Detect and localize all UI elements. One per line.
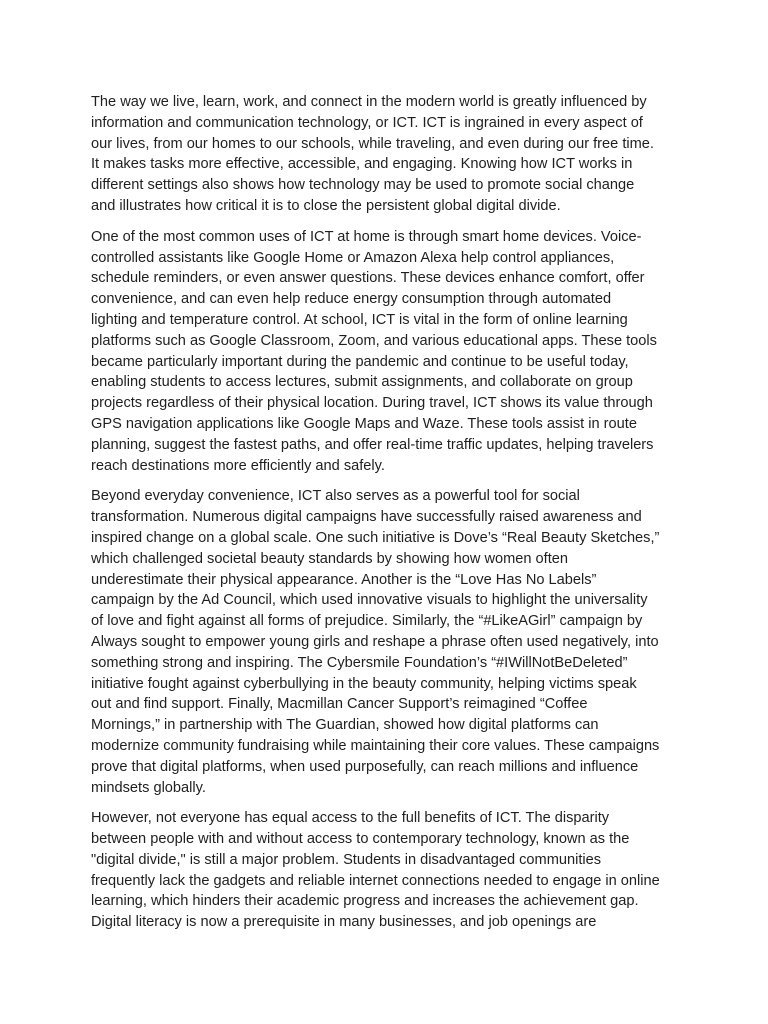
text-line: of love and fight against all forms of prejudice. Similarly, the “#LikeAGirl” campaign by <box>91 613 643 630</box>
text-line: convenience, and can even help reduce energy consumption through automated <box>91 291 612 308</box>
text-line: lighting and temperature control. At school, ICT is vital in the form of online learning <box>91 311 628 328</box>
text-line: Digital literacy is now a prerequisite in many businesses, and job openings are <box>91 914 597 931</box>
text-line: "digital divide," is still a major problem. Students in disadvantaged communities <box>91 851 602 868</box>
text-line: It makes tasks more effective, accessible, and engaging. Knowing how ICT works in <box>91 156 633 173</box>
text-line: One of the most common uses of ICT at home is through smart home devices. Voice- <box>91 228 642 245</box>
text-line: transformation. Numerous digital campaigns have successfully raised awareness and <box>91 509 642 526</box>
text-line: our lives, from our homes to our schools, while traveling, and even during our free time. <box>91 135 654 152</box>
text-line: controlled assistants like Google Home or Amazon Alexa help control appliances, <box>91 249 615 266</box>
text-line: something strong and inspiring. The Cybersmile Foundation’s “#IWillNotBeDeleted” <box>91 654 628 671</box>
text-line: frequently lack the gadgets and reliable internet connections needed to engage in online <box>91 872 660 889</box>
text-line: mindsets globally. <box>91 779 206 796</box>
text-line: planning, suggest the fastest paths, and offer real-time traffic updates, helping travelers <box>91 436 654 453</box>
text-line: However, not everyone has equal access to the full benefits of ICT. The disparity <box>91 810 610 827</box>
text-line: campaign by the Ad Council, which used innovative visuals to highlight the universality <box>91 592 648 609</box>
text-line: prove that digital platforms, when used purposefully, can reach millions and influence <box>91 758 639 775</box>
text-line: learning, which hinders their academic progress and increases the achievement gap. <box>91 893 639 910</box>
text-line: information and communication technology, or ICT. ICT is ingrained in every aspect of <box>91 114 643 131</box>
paragraph-digital-divide <box>91 808 691 933</box>
text-line: projects regardless of their physical location. During travel, ICT shows its value through <box>91 395 653 412</box>
document-page <box>91 92 691 943</box>
text-line: different settings also shows how technology may be used to promote social change <box>91 177 635 194</box>
text-line: out and find support. Finally, Macmillan Cancer Support’s reimagined “Coffee <box>91 696 588 713</box>
text-line: became particularly important during the pandemic and continue to be useful today, <box>91 353 629 370</box>
text-line: Beyond everyday convenience, ICT also serves as a powerful tool for social <box>91 488 580 505</box>
text-line: between people with and without access to contemporary technology, known as the <box>91 831 630 848</box>
text-line: underestimate their physical appearance. Another is the “Love Has No Labels” <box>91 571 597 588</box>
text-line: The way we live, learn, work, and connect in the modern world is greatly influenced by <box>91 94 647 110</box>
text-line: Always sought to empower young girls and reshape a phrase often used negatively, into <box>91 633 659 650</box>
paragraph-intro <box>91 92 691 217</box>
text-line: Mornings,” in partnership with The Guardian, showed how digital platforms can <box>91 717 599 734</box>
paragraph-everyday-uses <box>91 227 691 477</box>
text-line: platforms such as Google Classroom, Zoom, and various educational apps. These tools <box>91 332 657 349</box>
text-line: modernize community fundraising while maintaining their core values. These campaigns <box>91 737 660 754</box>
text-line: which challenged societal beauty standards by showing how women often <box>91 550 569 567</box>
text-line: reach destinations more efficiently and safely. <box>91 457 385 474</box>
text-line: inspired change on a global scale. One such initiative is Dove’s “Real Beauty Sketches,” <box>91 529 660 546</box>
paragraph-social-campaigns <box>91 486 691 798</box>
text-line: GPS navigation applications like Google Maps and Waze. These tools assist in route <box>91 415 637 432</box>
text-line: and illustrates how critical it is to close the persistent global digital divide. <box>91 197 561 214</box>
text-line: enabling students to access lectures, submit assignments, and collaborate on group <box>91 374 633 391</box>
text-line: schedule reminders, or even answer questions. These devices enhance comfort, offer <box>91 270 645 287</box>
text-line: initiative fought against cyberbullying in the beauty community, helping victims speak <box>91 675 637 692</box>
